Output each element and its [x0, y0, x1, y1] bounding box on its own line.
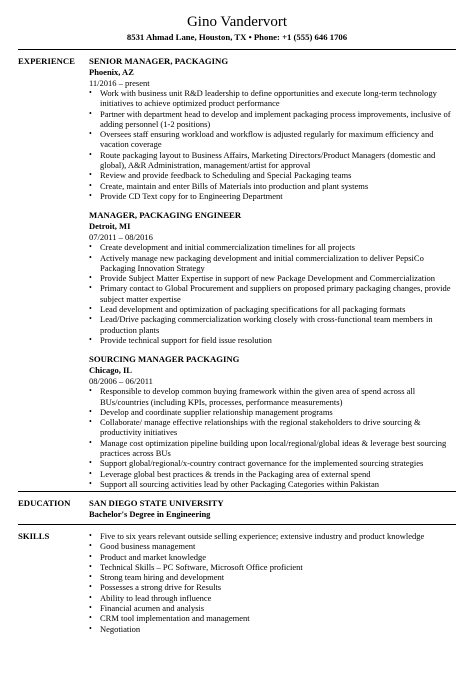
list-item [89, 469, 457, 479]
skill-item [89, 624, 457, 634]
bullet-icon: • [89, 108, 92, 118]
bullet-text: Actively manage new packaging development and initial commercialization to deliver PepsiCo Packaging Innovation Strategy [100, 252, 424, 273]
bullet-text: Manage cost optimization pipeline building upon local/regional/global ideas & leverage best sourcing practices across BUs [100, 437, 447, 459]
experience-divider [18, 491, 456, 492]
bullet-icon: • [89, 273, 92, 283]
skill-text: CRM tool implementation and management [100, 613, 250, 624]
bullet-text: Provide CD Text copy for to Engineering Department [100, 190, 283, 201]
education-degree: Bachelor's Degree in Engineering [89, 509, 211, 519]
bullet-icon: • [89, 334, 92, 344]
job-title: SENIOR MANAGER, PACKAGING [89, 56, 229, 66]
bullet-text: Primary contact to Global Procurement and suppliers on proposed primary packaging changes, provide subject matter expertise [100, 283, 451, 304]
job-dates: 07/2011 – 08/2016 [89, 231, 153, 242]
bullet-icon: • [89, 129, 92, 139]
skill-text: Negotiation [100, 623, 141, 634]
bullet-text: Responsible to develop common buying framework within the given area of spend across all BUs/countries (including KPIs, processes, performance measurements) [100, 386, 416, 407]
bullet-text: Collaborate/ manage effective relationships with the regional stakeholders to drive sourcing & productivity initiatives [100, 417, 421, 438]
bullet-icon: • [89, 572, 92, 582]
job-bullet-list [89, 88, 457, 201]
skill-item [89, 541, 457, 551]
job-list [89, 56, 457, 489]
bullet-text: Lead development and optimization of packaging specifications for all packaging formats [100, 304, 406, 315]
skill-text: Five to six years relevant outside selling experience; extensive industry and product knowledge [100, 531, 425, 541]
bullet-text: Create development and initial commercialization timelines for all projects [100, 242, 355, 253]
list-item [89, 109, 457, 130]
skill-item [89, 531, 457, 541]
bullet-text: Develop and coordinate supplier relationship management programs [100, 406, 333, 417]
bullet-icon: • [89, 531, 92, 540]
education-divider [18, 524, 456, 525]
job-entry [89, 210, 457, 345]
job-location: Detroit, MI [89, 221, 131, 232]
education-section [89, 498, 457, 520]
skill-text: Strong team hiring and development [100, 572, 225, 583]
bullet-text: Lead/Drive packaging commercialization working closely with cross-functional team members in production plants [100, 314, 433, 335]
job-entry [89, 56, 457, 201]
bullet-text: Oversees staff ensuring workload and workflow is adjusted regularly for maximum efficiency and vacation coverage [100, 129, 434, 150]
bullet-icon: • [89, 149, 92, 159]
bullet-text: Support all sourcing activities lead by other Packaging Categories within Pakistan [100, 478, 380, 489]
list-item [89, 170, 457, 180]
bullet-icon: • [89, 592, 92, 602]
bullet-icon: • [89, 603, 92, 613]
experience-section [89, 56, 457, 498]
bullet-icon: • [89, 252, 92, 262]
bullet-text: Review and provide feedback to Scheduling and Special Packaging teams [100, 170, 352, 181]
list-item [89, 458, 457, 468]
job-title: SOURCING MANAGER PACKAGING [89, 354, 240, 365]
list-item [89, 88, 457, 109]
bullet-text: Work with business unit R&D leadership to define opportunities and execute long-term technology initiatives to achieve optimized product performance [100, 88, 437, 109]
bullet-icon: • [89, 582, 92, 592]
bullet-icon: • [89, 304, 92, 314]
bullet-icon: • [89, 468, 92, 478]
bullet-icon: • [89, 242, 92, 252]
bullet-text: Provide Subject Matter Expertise in support of new Package Development and Commercialization [100, 273, 435, 284]
skill-item [89, 552, 457, 562]
job-location: Phoenix, AZ [89, 67, 134, 77]
bullet-icon: • [89, 386, 92, 396]
bullet-text: Route packaging layout to Business Affairs, Marketing Directors/Product Managers (domestic and global), A&R Administration, management/artist for approval [100, 149, 436, 171]
skill-text: Financial acumen and analysis [100, 603, 205, 614]
list-item [89, 150, 457, 171]
bullet-icon: • [89, 88, 92, 97]
bullet-text: Leverage global best practices & trends in the Packaging area of external spend [100, 468, 371, 479]
bullet-text: Create, maintain and enter Bills of Materials into production and plant systems [100, 180, 369, 191]
list-item [89, 479, 457, 489]
bullet-icon: • [89, 478, 92, 488]
candidate-name: Gino Vandervort [186, 14, 288, 30]
bullet-icon: • [89, 190, 92, 200]
job-entry [89, 354, 457, 489]
education-heading: EDUCATION [18, 498, 71, 508]
skill-text: Good business management [100, 541, 196, 552]
bullet-icon: • [89, 283, 92, 293]
bullet-icon: • [89, 406, 92, 416]
bullet-icon: • [89, 458, 92, 468]
job-bullet-list [89, 386, 457, 489]
bullet-icon: • [89, 314, 92, 324]
bullet-text: Support global/regional/x-country contract governance for the implemented sourcing strategies [100, 458, 424, 469]
bullet-icon: • [89, 541, 92, 551]
experience-heading: EXPERIENCE [18, 56, 75, 66]
skill-item [89, 613, 457, 623]
bullet-text: Provide technical support for field issue resolution [100, 334, 272, 345]
bullet-icon: • [89, 551, 92, 561]
job-dates: 11/2016 – present [89, 77, 150, 88]
list-item [89, 253, 457, 274]
header-divider [18, 49, 456, 50]
list-item [89, 304, 457, 314]
skills-list [89, 531, 457, 634]
skill-text: Ability to lead through influence [100, 592, 212, 603]
job-location: Chicago, IL [89, 365, 132, 376]
skill-text: Product and market knowledge [100, 551, 206, 562]
skills-heading: SKILLS [18, 531, 50, 541]
bullet-icon: • [89, 180, 92, 190]
skill-item [89, 603, 457, 613]
list-item [89, 417, 457, 438]
skill-item [89, 582, 457, 592]
list-item [89, 181, 457, 191]
list-item [89, 283, 457, 304]
skills-section [89, 531, 457, 634]
bullet-icon: • [89, 417, 92, 427]
list-item [89, 129, 457, 150]
contact-line: 8531 Ahmad Lane, Houston, TX • Phone: +1 (555) 646 1706 [126, 32, 348, 42]
job-title: MANAGER, PACKAGING ENGINEER [89, 210, 242, 221]
bullet-icon: • [89, 613, 92, 623]
list-item [89, 273, 457, 283]
list-item [89, 438, 457, 459]
bullet-icon: • [89, 437, 92, 447]
list-item [89, 407, 457, 417]
skill-text: Possesses a strong drive for Results [100, 582, 222, 593]
list-item [89, 314, 457, 335]
job-dates: 08/2006 – 06/2011 [89, 375, 153, 386]
bullet-text: Partner with department head to develop and implement packaging process improvements, inclusive of adding personnel (1-2 positions) [100, 108, 451, 129]
list-item [89, 242, 457, 252]
list-item [89, 335, 457, 345]
skill-item [89, 562, 457, 572]
skill-text: Technical Skills – PC Software, Microsoft Office proficient [100, 561, 303, 572]
education-school: SAN DIEGO STATE UNIVERSITY [89, 498, 224, 508]
bullet-icon: • [89, 561, 92, 571]
skill-item [89, 593, 457, 603]
bullet-icon: • [89, 623, 92, 633]
job-bullet-list [89, 242, 457, 345]
list-item [89, 191, 457, 201]
list-item [89, 386, 457, 407]
skill-item [89, 572, 457, 582]
bullet-icon: • [89, 170, 92, 180]
